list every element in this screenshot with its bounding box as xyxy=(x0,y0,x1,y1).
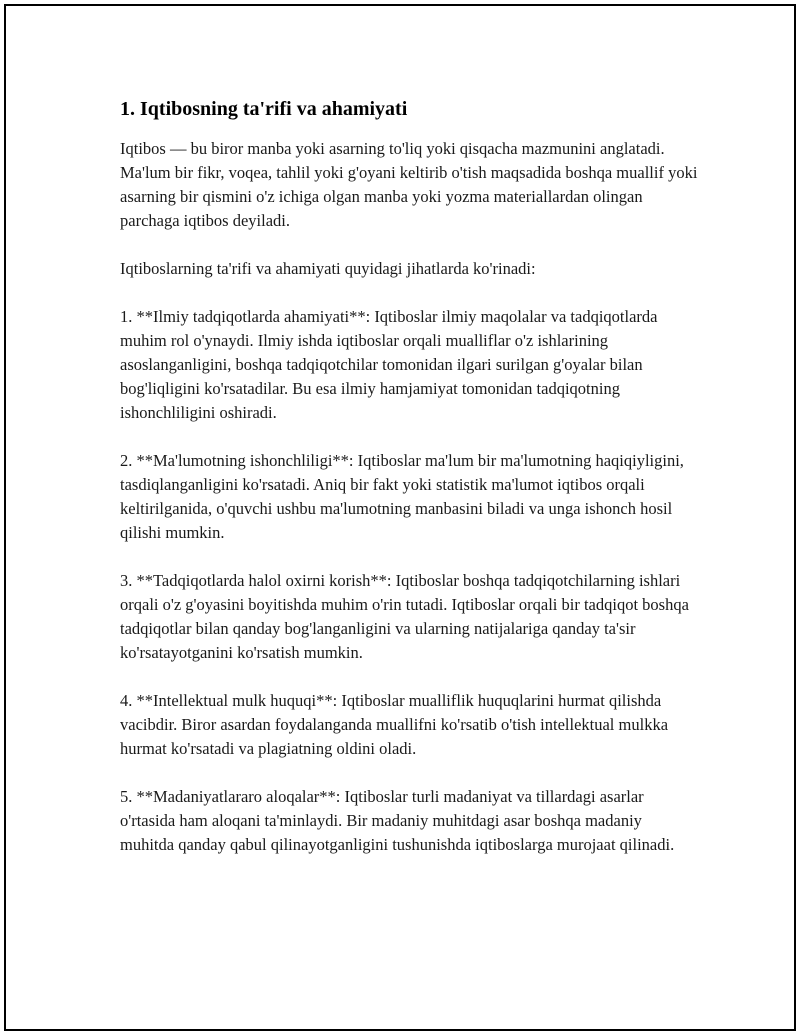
paragraph-intro: Iqtiboslarning ta'rifi va ahamiyati quyidagi jihatlarda ko'rinadi: xyxy=(120,259,536,278)
document-body xyxy=(120,94,700,881)
paragraph-point-1: 1. **Ilmiy tadqiqotlarda ahamiyati**: Iqtiboslar ilmiy maqolalar va tadqiqotlarda muhim rol o'ynaydi. Ilmiy ishda iqtiboslar orqali mualliflar o'z ishlarining asoslanganligini, boshqa tadqiqotchilar tomonidan ilgari surilgan g'oyalar bilan bog'liqligini ko'rsatadilar. Bu esa ilmiy hamjamiyat tomonidan tadqiqotning ishonchliligini oshiradi. xyxy=(120,307,658,422)
paragraph-definition: Iqtibos — bu biror manba yoki asarning to'liq yoki qisqacha mazmunini anglatadi. Ma'lum bir fikr, voqea, tahlil yoki g'oyani keltirib o'tish maqsadida boshqa muallif yoki asarning bir qismini o'z ichiga olgan manba yoki yozma materiallardan olingan parchaga iqtibos deyiladi. xyxy=(120,139,698,230)
page-frame xyxy=(4,4,796,1031)
paragraph-point-3: 3. **Tadqiqotlarda halol oxirni korish**: Iqtiboslar boshqa tadqiqotchilarning ishlari orqali o'z g'oyasini boyitishda muhim o'rin tutadi. Iqtiboslar orqali bir tadqiqot boshqa tadqiqotlar bilan qanday bog'langanligini va ularning natijalariga qanday ta'sir ko'rsatayotganini ko'rsatish mumkin. xyxy=(120,571,689,662)
section-heading: 1. Iqtibosning ta'rifi va ahamiyati xyxy=(120,98,408,120)
paragraph-point-4: 4. **Intellektual mulk huquqi**: Iqtiboslar mualliflik huquqlarini hurmat qilishda vacibdir. Biror asardan foydalanganda muallifni ko'rsatib o'tish intellektual mulkka hurmat ko'rsatadi va plagiatning oldini oladi. xyxy=(120,691,669,758)
paragraph-point-5: 5. **Madaniyatlararo aloqalar**: Iqtiboslar turli madaniyat va tillardagi asarlar o'rtasida ham aloqani ta'minlaydi. Bir madaniy muhitdagi asar boshqa madaniy muhitda qanday qabul qilinayotganligini tushunishda iqtiboslarga murojaat qilinadi. xyxy=(120,787,675,854)
paragraph-point-2: 2. **Ma'lumotning ishonchliligi**: Iqtiboslar ma'lum bir ma'lumotning haqiqiyligini, tasdiqlanganligini ko'rsatadi. Aniq bir fakt yoki statistik ma'lumot iqtibos orqali keltirilganida, o'quvchi ushbu ma'lumotning manbasini biladi va unga ishonch hosil qilishi mumkin. xyxy=(120,451,684,542)
